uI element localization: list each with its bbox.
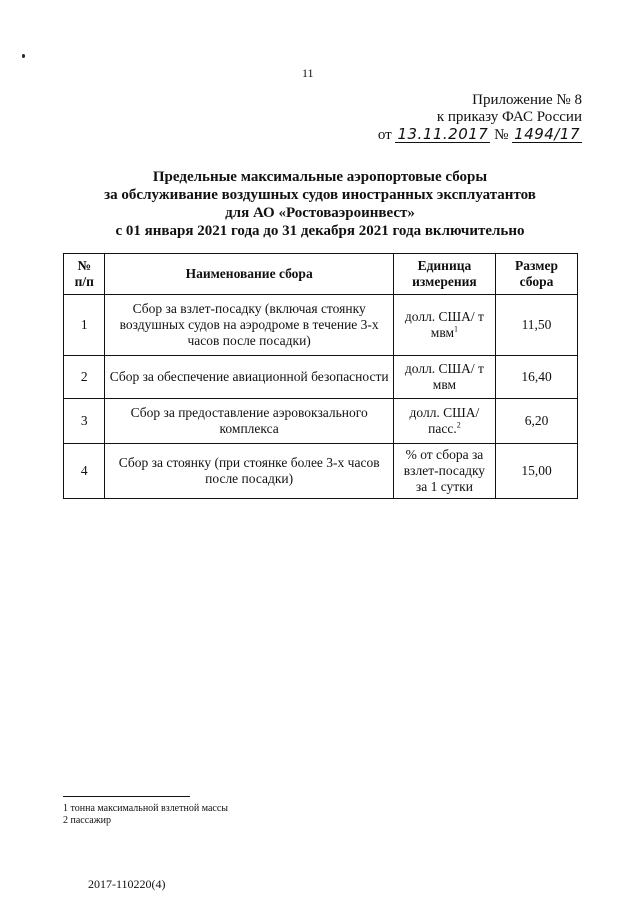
- fees-table: [63, 253, 578, 499]
- annex-order-ref: к приказу ФАС России: [436, 109, 582, 125]
- table-header-row: [64, 254, 578, 295]
- number-label: №: [494, 127, 509, 143]
- annex-header: [378, 92, 582, 144]
- row-fee-name: Сбор за предоставление аэровокзального комплекса: [105, 399, 393, 444]
- table-row: [64, 356, 578, 399]
- row-num: 4: [64, 444, 105, 499]
- handwritten-date: 13.11.2017: [397, 125, 489, 143]
- row-fee-name: Сбор за обеспечение авиационной безопасности: [105, 356, 393, 399]
- row-value: 6,20: [496, 399, 578, 444]
- title-line: с 01 января 2021 года до 31 декабря 2021 года включительно: [115, 223, 525, 239]
- row-num: 2: [64, 356, 105, 399]
- title-line: для АО «Ростоваэроинвест»: [225, 205, 415, 221]
- document-code: 2017-110220(4): [88, 877, 166, 891]
- header-unit: Единица измерения: [393, 254, 495, 295]
- row-num: 3: [64, 399, 105, 444]
- footnote-ref: 1: [454, 324, 459, 334]
- row-unit: долл. США/ т мвм$^1$: [393, 295, 495, 356]
- footnote-item: 2 пассажир: [63, 815, 111, 826]
- row-unit: долл. США/ т мвм: [393, 356, 495, 399]
- from-label: от: [377, 127, 392, 143]
- row-value: 11,50: [496, 295, 578, 356]
- header-num: № п/п: [64, 254, 105, 295]
- row-num: 1: [64, 295, 105, 356]
- header-size: Размер сбора: [496, 254, 578, 295]
- footnote-item: 1 тонна максимальной взлетной массы: [63, 803, 228, 814]
- table-row: [64, 399, 578, 444]
- header-name: Наименование сбора: [105, 254, 393, 295]
- annex-title: Приложение № 8: [472, 92, 582, 108]
- row-unit: долл. США/ пасс.$^2$: [393, 399, 495, 444]
- footnotes: [63, 803, 228, 827]
- margin-dot: [22, 54, 25, 58]
- document-title: [60, 168, 580, 240]
- footnote-divider: [63, 796, 190, 797]
- row-unit: % от сбора за взлет-посадку за 1 сутки: [393, 444, 495, 499]
- annex-date-number: [378, 127, 582, 144]
- table-row: [64, 444, 578, 499]
- row-value: 16,40: [496, 356, 578, 399]
- row-fee-name: Сбор за взлет-посадку (включая стоянку воздушных судов на аэродроме в течение 3-х часов после посадки): [105, 295, 393, 356]
- handwritten-order-number: 1494/17: [514, 125, 580, 143]
- row-value: 15,00: [496, 444, 578, 499]
- page-number: 11: [302, 66, 314, 80]
- title-line: за обслуживание воздушных судов иностранных эксплуатантов: [104, 187, 536, 203]
- row-fee-name: Сбор за стоянку (при стоянке более 3-х часов после посадки): [105, 444, 393, 499]
- title-line: Предельные максимальные аэропортовые сборы: [152, 169, 488, 185]
- footnote-ref: 2: [456, 420, 461, 430]
- table-row: [64, 295, 578, 356]
